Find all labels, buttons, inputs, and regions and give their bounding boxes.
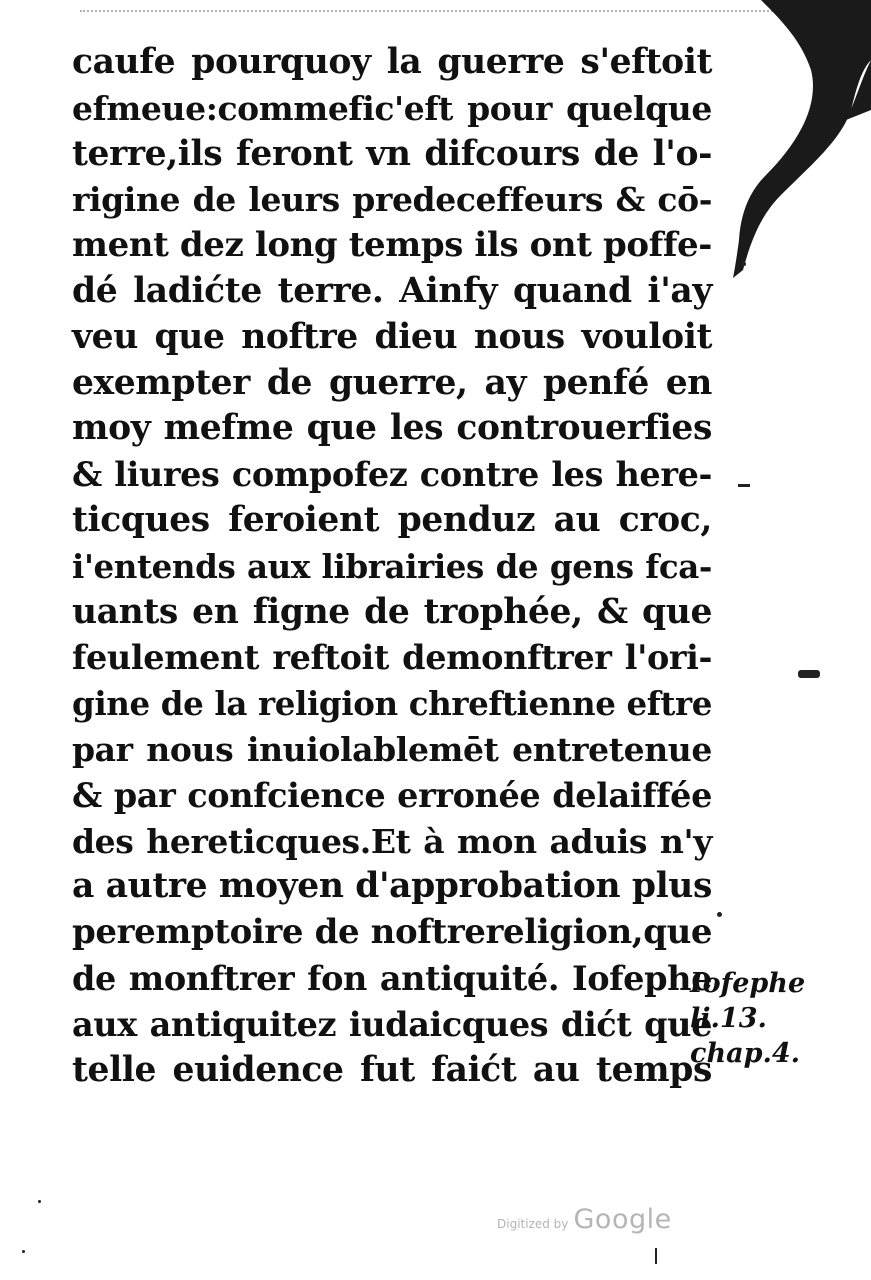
ink-mark [738, 484, 750, 487]
text-line: ment dez long temps ils ont poffe- [72, 225, 713, 266]
text-line: peremptoire de noftrereligion,que [72, 912, 713, 953]
text-line: rigine de leurs predeceffeurs & cō- [72, 180, 712, 220]
ink-speck [38, 1200, 41, 1203]
text-line: & par confcience erronée delaiffée [72, 775, 712, 815]
text-line: caufe pourquoy la guerre s'eftoit [72, 42, 712, 82]
text-line: feulement reftoit demonftrer l'ori- [72, 638, 712, 678]
ink-speck [717, 912, 722, 917]
text-line: des hereticques.Et à mon aduis n'y [72, 821, 712, 861]
text-line: par nous inuiolablemēt entretenue [72, 729, 712, 769]
watermark-prefix: Digitized by [497, 1217, 569, 1231]
text-line: & liures compofez contre les here- [72, 455, 712, 495]
digitized-watermark [497, 1204, 672, 1235]
margin-note-line: li.13. [690, 1003, 767, 1034]
text-line: de monftrer fon antiquité. Iofephe [72, 958, 712, 998]
text-line: moy mefme que les controuerfies [72, 408, 712, 449]
ink-mark [655, 1248, 657, 1264]
margin-note [690, 966, 820, 1071]
text-line: aux antiquitez iudaicques dićt que [72, 1004, 712, 1044]
margin-note-line: Iofephe [690, 968, 806, 999]
text-line: efmeue:commefic'eft pour quelque [72, 88, 712, 128]
ink-speck [742, 262, 746, 266]
ink-speck [22, 1250, 25, 1253]
text-line: a autre moyen d'approbation plus [72, 866, 712, 907]
cropped-top-line [80, 0, 780, 12]
text-line: telle euidence fut faićt au temps [72, 1049, 712, 1090]
watermark-brand: Google [573, 1204, 672, 1235]
text-line: veu que noftre dieu nous vouloit [72, 316, 712, 357]
text-line: terre,ils feront vn difcours de l'o- [72, 133, 712, 174]
ink-blot [721, 0, 871, 280]
main-text-block [72, 40, 712, 1093]
text-line: i'entends aux librairies de gens fca- [72, 546, 712, 586]
text-line: gine de la religion chreftienne eftre [72, 684, 712, 724]
text-line: exempter de guerre, ay penfé en [72, 362, 712, 403]
margin-note-line: chap.4. [690, 1038, 801, 1069]
text-line: ticques feroient penduz au croc, [72, 499, 712, 540]
text-line: uants en figne de trophée, & que [72, 591, 712, 632]
ink-mark [798, 670, 820, 678]
text-line: dé ladićte terre. Ainfy quand i'ay [72, 270, 712, 311]
